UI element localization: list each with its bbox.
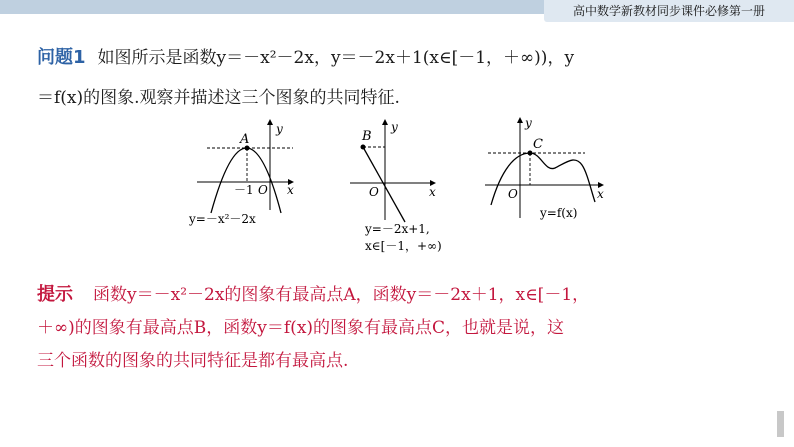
hint-text-3: 三个函数的图象的共同特征是都有最高点. — [37, 351, 349, 371]
caption-2a: y=－2x+1, — [365, 222, 430, 236]
tick-neg1: －1 — [234, 183, 254, 197]
x-label: x — [429, 185, 436, 199]
origin-label: O — [258, 183, 268, 197]
hint-label: 提示 — [37, 284, 73, 305]
point-b — [361, 145, 366, 150]
header-title: 高中数学新教材同步课件必修第一册 — [544, 0, 794, 22]
label-c: C — [533, 137, 543, 152]
hint-block — [37, 278, 762, 378]
graph-fx — [485, 116, 604, 220]
graph-parabola — [188, 120, 294, 226]
x-label: x — [597, 187, 604, 201]
x-label: x — [287, 183, 294, 197]
caption-3: y=f(x) — [540, 206, 578, 220]
corner-decoration — [777, 411, 784, 437]
y-label: y — [525, 116, 532, 130]
caption-1: y=－x²－2x — [189, 212, 256, 226]
question-text-1: 如图所示是函数y＝－x²－2x，y＝－2x＋1(x∈[－1，＋∞))，y — [97, 48, 575, 68]
point-c — [528, 151, 533, 156]
question-line-1 — [37, 44, 762, 72]
fx-curve — [491, 153, 595, 205]
label-b: B — [362, 129, 372, 144]
caption-2b: x∈[－1，+∞) — [365, 239, 442, 253]
label-a: A — [240, 132, 250, 147]
hint-text-1: 函数y＝－x²－2x的图象有最高点A，函数y＝－2x＋1，x∈[－1， — [93, 285, 590, 305]
origin-label: O — [369, 185, 379, 199]
origin-label: O — [508, 187, 518, 201]
function-graphs — [185, 110, 615, 260]
y-label: y — [276, 122, 283, 136]
graph-line — [350, 120, 442, 253]
question-label: 问题1 — [37, 47, 86, 68]
hint-text-2: ＋∞)的图象有最高点B，函数y＝f(x)的图象有最高点C，也就是说，这 — [37, 318, 565, 338]
question-line-2: ＝f(x)的图象.观察并描述这三个图象的共同特征. — [37, 88, 400, 108]
hint-line-1 — [37, 278, 762, 312]
y-label: y — [391, 120, 398, 134]
